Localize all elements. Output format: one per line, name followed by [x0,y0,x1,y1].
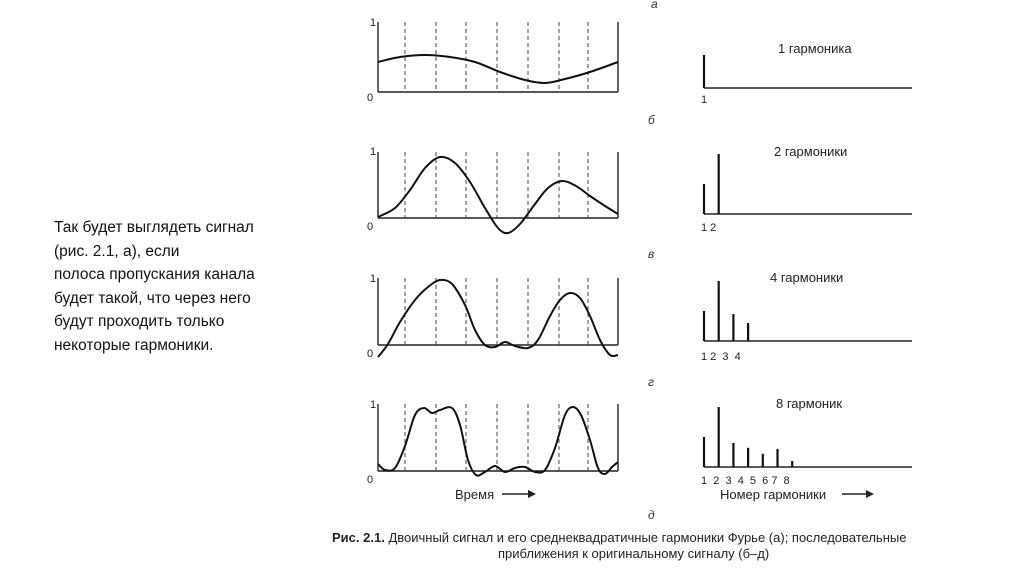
side-text-line: будут проходить только [54,313,225,330]
time-arrow [502,490,536,498]
harmonic-labels: 1 2 [701,222,717,234]
spectrum-title: 1 гармоника [778,41,852,56]
harmonic-labels: 1 2 3 4 [701,351,741,363]
waveform-panel [378,22,618,92]
spectrum-panel [704,154,912,214]
harmonic-labels: 1 [701,94,708,106]
spectrum-panel [704,281,912,341]
spectrum-panel [704,407,912,467]
panel-letter: д [648,508,655,522]
caption-line-1: Двоичный сигнал и его среднеквадратичные гармоники Фурье (а); последовательные [388,530,907,545]
axis-zero-label: 0 [367,221,374,233]
signal-curve [378,157,618,233]
spectrum-panel [704,55,912,88]
side-text-line: Так будет выглядеть сигнал [54,219,254,236]
axis-one-label: 1 [370,273,377,285]
side-text-line: (рис. 2.1, а), если [54,242,180,260]
spectrum-title: 4 гармоники [770,270,844,285]
side-text-line: будет такой, что через него [54,289,251,307]
panel-letter: б [648,113,655,127]
panel-b-labels [367,17,852,127]
panel-g-labels [367,270,843,389]
signal-curve [378,55,618,83]
caption-line-2: приближения к оригинальному сигналу (б–д) [498,546,770,561]
axis-zero-label: 0 [367,348,374,360]
axis-zero-label: 0 [367,474,374,486]
waveform-panel [378,404,618,476]
figure-caption [332,530,972,562]
panel-d-labels [367,396,842,522]
axis-zero-label: 0 [367,92,374,104]
harmonic-labels: 1 2 3 4 5 6 7 8 [701,475,790,487]
side-text-line: полоса пропускания канала [54,266,255,283]
waveform-panel [378,152,618,233]
panel-letter: г [648,375,654,389]
caption-number: Рис. 2.1. [332,530,385,545]
harmonic-arrow [842,490,874,498]
time-label: Время [455,487,495,502]
spectrum-title: 2 гармоники [774,144,848,159]
top-letter: а [651,0,658,11]
harmonic-number-label: Номер гармоники [720,487,827,502]
panel-v-labels [367,144,847,261]
signal-curve [378,407,618,476]
waveform-panels [378,22,618,476]
waveform-panel [378,278,618,357]
axis-one-label: 1 [370,399,377,411]
axis-one-label: 1 [370,146,377,158]
spectrum-title: 8 гармоник [776,396,843,411]
axis-one-label: 1 [370,17,377,29]
panel-letter: в [648,247,655,261]
side-text-line: некоторые гармоники. [54,336,214,354]
